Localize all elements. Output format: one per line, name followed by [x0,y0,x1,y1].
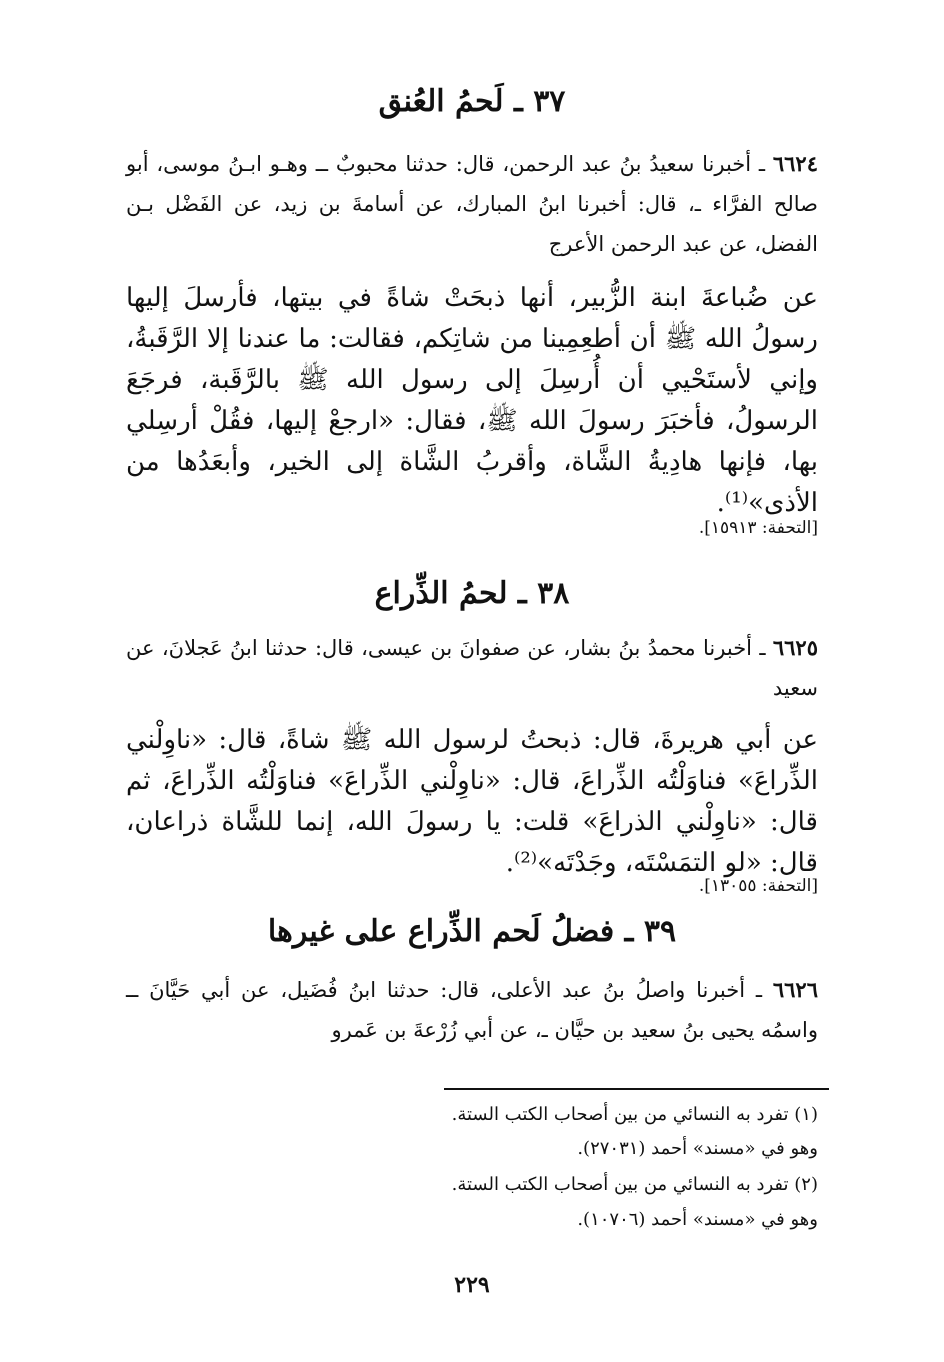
footnote-2-ref: وهو في «مسند» أحمد (١٠٧٠٦). [577,1209,818,1230]
hadith-6625-isnad [126,628,818,712]
tuhfa-reference: [التحفة: ١٥٩١٣]. [698,518,818,538]
hadith-6625-matn: عن أبي هريرةَ، قال: ذبحتُ لرسول الله ﷺ شاةً، قال: «ناوِلْني الذِّراعَ» فناوَلْتُه الذِّراعَ، قال: «ناوِلْني الذِّراعَ» فناوَلْتُه الذِّراعَ، ثم قال: «ناوِلْني الذراعَ» قلت: يا رسولَ الله، إنما للشَّاة ذراعان، قال: «لو التمَسْتَه، وجَدْتَه»⁽²⁾. [126,725,818,878]
hadith-number: ٦٦٢٥ [772,635,818,660]
hadith-6624-isnad [126,144,818,272]
chapter-heading-39: ٣٩ ـ فضلُ لَحم الذِّراع على غيرها [267,914,677,949]
page-number: ٢٢٩ [454,1272,490,1298]
hadith-number: ٦٦٢٦ [772,977,818,1002]
isnad-text: ـ أخبرنا سعيدُ بنُ عبد الرحمن، قال: حدثنا محبوبٌ ــ وهـو ابـنُ موسى، أبو صالح الفرَّاء ـ، قال: أخبرنا ابنُ المبارك، عن أسامةَ بن زيد، عن الفَضْل بـن الفضل، عن عبد الرحمن الأعرج [126,152,818,256]
hadith-number: ٦٦٢٤ [772,151,818,176]
chapter-heading-38: ٣٨ ـ لحمُ الذِّراع [374,576,570,611]
hadith-6626-isnad [126,970,818,1054]
footnote-1: (١) تفرد به النسائي من بين أصحاب الكتب الستة. [451,1104,818,1125]
footnote-divider [444,1088,829,1090]
isnad-text: ـ أخبرنا واصلُ بنُ عبد الأعلى، قال: حدثنا ابنُ فُضَيل، عن أبي حَيَّانَ ــ واسمُه يحيى بنُ سعيد بن حيَّان ـ، عن أبي زُرْعةَ بن عَمرو [126,978,818,1042]
hadith-6624-matn: عن ضُباعةَ ابنة الزُّبير، أنها ذبحَتْ شاةً في بيتها، فأرسلَ إليها رسولُ الله ﷺ أن أطعِمِينا من شاتِكم، فقالت: ما عندنا إلا الرَّقَبةُ، وإني لأستَحْيي أن أُرسِلَ إلى رسول الله ﷺ بالرَّقَبة، فرجَعَ الرسولُ، فأخبَرَ رسولَ الله ﷺ، فقال: «ارجعْ إليها، فقُلْ أرسِلي بها، فإنها هادِيةُ الشَّاة، وأقربُ الشَّاة إلى الخير، وأبعَدُها من الأذى»⁽¹⁾. [126,283,818,518]
footnote-2: (٢) تفرد به النسائي من بين أصحاب الكتب الستة. [451,1174,818,1195]
isnad-text: ـ أخبرنا محمدُ بنُ بشار، عن صفوانَ بن عيسى، قال: حدثنا ابنُ عَجلانَ، عن سعيد [126,636,818,700]
chapter-heading-37: ٣٧ ـ لَحمُ العُنق [378,84,566,119]
tuhfa-reference: [التحفة: ١٣٠٥٥]. [698,876,818,896]
footnote-1-ref: وهو في «مسند» أحمد (٢٧٠٣١). [577,1138,818,1159]
